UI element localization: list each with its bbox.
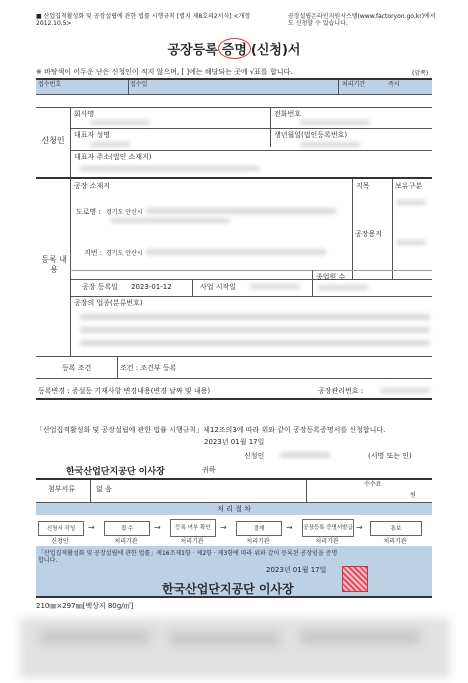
addressee-honorific: 귀하 xyxy=(202,466,216,474)
paper-spec: 210㎜×297㎜[백상지 80g/㎡] xyxy=(36,602,134,610)
instruction-note: ※ 바탕색이 어두운 난은 신청인이 적지 않으며, [ ]에는 해당되는 곳에 √표를 합니다. xyxy=(36,68,293,76)
company-name-label: 회사명 xyxy=(74,110,95,118)
page-mark: (앞쪽) xyxy=(412,70,429,77)
road-address-value: 경기도 안산시 xyxy=(106,209,143,216)
registration-date-value: 2023-01-12 xyxy=(131,283,172,291)
title-circled-word: 증명 xyxy=(218,38,251,59)
step-notify: 통보 xyxy=(370,521,422,536)
representative-name-label: 대표자 성명 xyxy=(74,131,111,139)
declaration-date: 2023년 01월 17일 xyxy=(204,438,265,446)
actor-label: 처리기관 xyxy=(383,538,407,545)
actor-label: 처리기관 xyxy=(180,538,204,545)
arrow-icon: → xyxy=(356,523,363,532)
online-system-note: 공장설립온라인지원시스템(www.factoryon.go.kr)에서도 신청할 수 있습니다. xyxy=(288,13,436,27)
phone-label: 전화번호 xyxy=(274,110,302,118)
birth-date-label: 생년월일(법인등록번호) xyxy=(274,131,348,139)
page-title xyxy=(0,38,468,59)
title-suffix: (신청)서 xyxy=(250,43,301,58)
step-verify-registration: 등록 여부 확인 xyxy=(170,519,216,537)
applicant-sign-label: 신청인 xyxy=(244,452,265,460)
processing-period-label: 처리기간 xyxy=(342,81,366,88)
arrow-icon: → xyxy=(154,523,161,532)
lot-address-label: 지번 : xyxy=(84,249,103,257)
possession-type-label: 보유구분 xyxy=(395,182,423,190)
conditions-label: 등록 조건 xyxy=(62,364,92,372)
registration-changes-label: 등록변경 : 증설등 기재사항 변경내용(변경 날짜 및 내용) xyxy=(38,387,211,395)
factory-site-label: 공장용지 xyxy=(355,230,383,238)
procedure-title: 처 리 절 차 xyxy=(36,503,432,515)
receipt-date-label: 접수일 xyxy=(130,81,148,88)
actor-label: 처리기관 xyxy=(315,538,339,545)
receipt-number-label: 접수번호 xyxy=(38,81,62,88)
arrow-icon: → xyxy=(88,523,95,532)
registration-section-label: 등록 내용 xyxy=(41,255,67,274)
actor-label: 처리기관 xyxy=(114,538,138,545)
land-category-label: 지목 xyxy=(356,182,370,190)
fee-unit: 원 xyxy=(410,492,416,499)
step-write-application: 신청서 작성 xyxy=(38,521,84,536)
attachments-label: 첨부서류 xyxy=(48,485,76,493)
declaration-text: 「산업집적활성화 및 공장설립에 관한 법률 시행규칙」제12조의3에 따라 위와 같이 공장등록증명서를 신청합니다. xyxy=(36,426,386,434)
attachments-value: 없 음 xyxy=(96,485,112,493)
certification-date: 2023년 01월 17일 xyxy=(266,566,327,574)
representative-address-label: 대표자 주소(법인 소재지) xyxy=(74,153,152,161)
form-rule-reference: ■ 산업집적활성화 및 공장설립에 관한 법률 시행규칙 [별지 제8호의2서식] <개정 2012.10.5> xyxy=(36,13,251,27)
applicant-section-label: 신청인 xyxy=(41,136,65,145)
title-prefix: 공장등록 xyxy=(167,43,218,58)
registration-date-label: 공장 등록일 xyxy=(82,283,119,291)
certification-issuer: 한국산업단지공단 이사장 xyxy=(162,582,294,596)
actor-label: 처리기관 xyxy=(246,538,270,545)
addressee: 한국산업단지공단 이사장 xyxy=(66,467,165,477)
arrow-icon: → xyxy=(220,523,227,532)
business-start-date-label: 사업 시작일 xyxy=(200,283,237,291)
arrow-icon: → xyxy=(286,523,293,532)
certification-text: 「산업집적활성화 및 공장설립에 관한 법률」제16조제1항 · 제2항 · 제3항에 따라 위와 같이 등록된 공장임을 증명합니다. xyxy=(38,550,338,564)
road-address-label: 도로명 : xyxy=(76,208,101,216)
conditions-value: 조건 : 조건부 등록 xyxy=(120,364,177,372)
step-issue-certificate: 공장등록 증명서발급 xyxy=(302,519,354,537)
fee-label: 수수료 xyxy=(364,481,382,488)
official-seal-icon xyxy=(342,566,368,592)
industry-type-label: 공장의 업종(분류번호) xyxy=(74,299,143,307)
step-receipt: 접 수 xyxy=(104,521,150,536)
actor-label: 신청인 xyxy=(51,538,69,545)
employee-count-label: 종업원 수 xyxy=(316,273,346,281)
receipt-row xyxy=(36,80,432,94)
lot-address-value: 경기도 안산시 xyxy=(106,250,143,257)
processing-period-value: 즉시 xyxy=(388,81,400,88)
factory-location-label: 공장 소재지 xyxy=(74,182,111,190)
factory-admin-number-label: 공장관리번호 : xyxy=(318,387,364,395)
step-approval: 결재 xyxy=(236,521,282,536)
signature-or-seal-label: (서명 또는 인) xyxy=(368,452,412,460)
